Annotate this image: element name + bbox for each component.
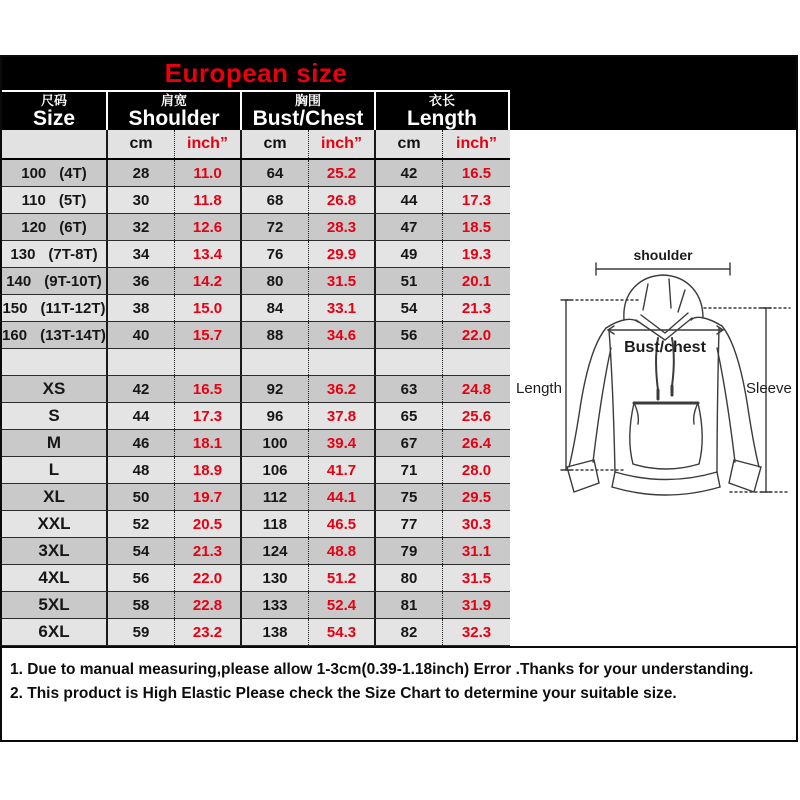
cell-inch-value: 18.5 xyxy=(461,218,492,236)
cell-cm-value: 56 xyxy=(108,565,175,591)
cell-inch-value: 41.7 xyxy=(309,457,376,483)
cell-size: XXL xyxy=(2,511,108,537)
cell-cm-value: 50 xyxy=(108,484,175,510)
cell-inch-value: 30.3 xyxy=(461,515,492,533)
header-size xyxy=(2,92,108,130)
cell-inch-value: 39.4 xyxy=(309,430,376,456)
cell-cm-value: 32 xyxy=(108,214,175,240)
cell-cm-value: 80 xyxy=(242,268,309,294)
cell-cm-value: 130 xyxy=(242,565,309,591)
cell-inch-value: 26.4 xyxy=(461,434,492,452)
cell-size: S xyxy=(2,403,108,429)
cell-inch-value: 17.3 xyxy=(461,191,492,209)
cell-cm-value: 75 xyxy=(376,484,443,510)
cell-inch-value: 31.5 xyxy=(309,268,376,294)
cell-size: 150 (11T-12T) xyxy=(2,295,108,321)
cell-size: 130 (7T-8T) xyxy=(2,241,108,267)
header-band xyxy=(2,57,796,130)
cell-cm-value: 67 xyxy=(376,430,443,456)
cell-cm-value: 63 xyxy=(376,376,443,402)
cell-cm-value: 106 xyxy=(242,457,309,483)
header-bust-en: Bust/Chest xyxy=(252,106,364,130)
cell-cm-value: 38 xyxy=(108,295,175,321)
cell-cm-value: 92 xyxy=(242,376,309,402)
cell-inch-value: 51.2 xyxy=(309,565,376,591)
cell-cm-value: 68 xyxy=(242,187,309,213)
table-header-row xyxy=(2,90,510,130)
cell-size: 6XL xyxy=(2,619,108,645)
cell-inch-value: 23.2 xyxy=(175,619,242,645)
cell-cm-value: 34 xyxy=(108,241,175,267)
cell-inch-value: 32.3 xyxy=(461,623,492,641)
cell-cm-value: 54 xyxy=(376,295,443,321)
table-row xyxy=(2,538,510,565)
header-bust-zh: 胸围 xyxy=(294,92,321,108)
cell-cm-value: 124 xyxy=(242,538,309,564)
cell-cm-value: 30 xyxy=(108,187,175,213)
cell-cm-value: 72 xyxy=(242,214,309,240)
cell-size: 140 (9T-10T) xyxy=(2,268,108,294)
cell-cm-value: 112 xyxy=(242,484,309,510)
cell-inch-value: 11.0 xyxy=(175,160,242,186)
table-row xyxy=(2,565,510,592)
cell-inch-value: 19.3 xyxy=(461,245,492,263)
note-measuring: 1. Due to manual measuring,please allow 1-3cm(0.39-1.18inch) Error .Thanks for your understanding. xyxy=(10,661,754,678)
cell-size: 160 (13T-14T) xyxy=(2,322,108,348)
diagram-sleeve-label: Sleeve xyxy=(746,380,792,397)
cell-inch-value: 37.8 xyxy=(309,403,376,429)
table-row xyxy=(2,511,510,538)
cell-inch-value: 18.9 xyxy=(175,457,242,483)
cell-cm-value: 52 xyxy=(108,511,175,537)
header-shoulder xyxy=(108,92,242,130)
notes-section xyxy=(2,646,796,740)
table-row xyxy=(2,619,510,646)
cell-inch-value xyxy=(309,349,376,375)
page-title: European size xyxy=(164,58,348,88)
table-row xyxy=(2,295,510,322)
cell-inch-value: 16.5 xyxy=(461,164,492,182)
cell-cm-value: 82 xyxy=(376,619,443,645)
cell-cm-value: 56 xyxy=(376,322,443,348)
cell-inch-value: 20.5 xyxy=(175,511,242,537)
cell-cm-value: 54 xyxy=(108,538,175,564)
cell-inch-value: 21.3 xyxy=(175,538,242,564)
header-shoulder-en: Shoulder xyxy=(128,106,220,130)
cell-inch-value: 14.2 xyxy=(175,268,242,294)
cell-cm-value: 64 xyxy=(242,160,309,186)
header-size-en: Size xyxy=(32,106,76,130)
size-chart-panel xyxy=(0,55,798,742)
cell-cm-value: 47 xyxy=(376,214,443,240)
cell-cm-value: 80 xyxy=(376,565,443,591)
units-bust-inch: inch” xyxy=(309,130,376,158)
units-shoulder-inch: inch” xyxy=(175,130,242,158)
hoodie-line-drawing xyxy=(508,240,798,550)
cell-inch-value xyxy=(443,349,510,375)
cell-cm-value: 100 xyxy=(242,430,309,456)
cell-size: M xyxy=(2,430,108,456)
cell-inch-value: 13.4 xyxy=(175,241,242,267)
header-size-zh: 尺码 xyxy=(40,92,67,108)
cell-size: XL xyxy=(2,484,108,510)
cell-cm-value: 51 xyxy=(376,268,443,294)
table-row xyxy=(2,268,510,295)
cell-size: 120 (6T) xyxy=(2,214,108,240)
cell-cm-value xyxy=(108,349,175,375)
cell-cm-value: 77 xyxy=(376,511,443,537)
cell-inch-value: 54.3 xyxy=(309,619,376,645)
cell-inch-value: 29.9 xyxy=(309,241,376,267)
note-elastic: 2. This product is High Elastic Please check the Size Chart to determine your suitable size. xyxy=(10,685,677,702)
cell-inch-value: 22.0 xyxy=(175,565,242,591)
units-length-inch: inch” xyxy=(456,135,497,152)
cell-inch-value: 15.0 xyxy=(175,295,242,321)
cell-cm-value: 79 xyxy=(376,538,443,564)
cell-size: 100 (4T) xyxy=(2,160,108,186)
cell-cm-value: 28 xyxy=(108,160,175,186)
cell-size: L xyxy=(2,457,108,483)
cell-cm-value: 59 xyxy=(108,619,175,645)
cell-cm-value: 71 xyxy=(376,457,443,483)
cell-inch-value: 36.2 xyxy=(309,376,376,402)
cell-inch-value: 15.7 xyxy=(175,322,242,348)
cell-size: 5XL xyxy=(2,592,108,618)
cell-cm-value: 58 xyxy=(108,592,175,618)
table-row xyxy=(2,241,510,268)
cell-inch-value: 52.4 xyxy=(309,592,376,618)
cell-inch-value: 16.5 xyxy=(175,376,242,402)
cell-cm-value: 36 xyxy=(108,268,175,294)
cell-size: 3XL xyxy=(2,538,108,564)
table-row xyxy=(2,322,510,349)
header-length xyxy=(376,92,510,130)
cell-inch-value: 31.9 xyxy=(461,596,492,614)
units-shoulder-cm: cm xyxy=(108,130,175,158)
cell-size xyxy=(2,349,108,375)
cell-inch-value: 22.8 xyxy=(175,592,242,618)
header-length-zh: 衣长 xyxy=(428,92,455,108)
cell-inch-value: 25.2 xyxy=(309,160,376,186)
cell-inch-value: 18.1 xyxy=(175,430,242,456)
table-row xyxy=(2,403,510,430)
units-row xyxy=(2,130,510,160)
header-length-en: Length xyxy=(407,106,477,130)
cell-inch-value: 21.3 xyxy=(461,299,492,317)
cell-inch-value: 17.3 xyxy=(175,403,242,429)
header-shoulder-zh: 肩宽 xyxy=(160,92,187,108)
diagram-shoulder-label: shoulder xyxy=(633,247,693,263)
cell-inch-value: 48.8 xyxy=(309,538,376,564)
cell-inch-value: 33.1 xyxy=(309,295,376,321)
units-bust-cm: cm xyxy=(242,130,309,158)
cell-cm-value: 44 xyxy=(108,403,175,429)
cell-inch-value: 46.5 xyxy=(309,511,376,537)
header-bust xyxy=(242,92,376,130)
cell-cm-value: 96 xyxy=(242,403,309,429)
cell-inch-value: 31.1 xyxy=(461,542,492,560)
units-length-cm: cm xyxy=(376,130,443,158)
units-size-cell xyxy=(2,130,108,158)
table-row xyxy=(2,457,510,484)
cell-size: 4XL xyxy=(2,565,108,591)
table-row xyxy=(2,160,510,187)
cell-cm-value: 133 xyxy=(242,592,309,618)
cell-cm-value: 40 xyxy=(108,322,175,348)
cell-cm-value xyxy=(242,349,309,375)
diagram-length-label: Length xyxy=(516,380,562,397)
cell-cm-value: 44 xyxy=(376,187,443,213)
table-row xyxy=(2,484,510,511)
cell-inch-value: 24.8 xyxy=(461,380,492,398)
cell-cm-value xyxy=(376,349,443,375)
cell-size: 110 (5T) xyxy=(2,187,108,213)
cell-inch-value: 34.6 xyxy=(309,322,376,348)
cell-inch-value: 44.1 xyxy=(309,484,376,510)
table-row xyxy=(2,376,510,403)
cell-inch-value: 12.6 xyxy=(175,214,242,240)
cell-inch-value xyxy=(175,349,242,375)
cell-cm-value: 88 xyxy=(242,322,309,348)
diagram-bust-label: Bust/chest xyxy=(624,339,706,356)
cell-cm-value: 46 xyxy=(108,430,175,456)
cell-cm-value: 48 xyxy=(108,457,175,483)
cell-cm-value: 138 xyxy=(242,619,309,645)
cell-inch-value: 11.8 xyxy=(175,187,242,213)
cell-inch-value: 22.0 xyxy=(461,326,492,344)
cell-cm-value: 84 xyxy=(242,295,309,321)
cell-cm-value: 49 xyxy=(376,241,443,267)
cell-inch-value: 20.1 xyxy=(461,272,492,290)
cell-cm-value: 118 xyxy=(242,511,309,537)
cell-cm-value: 81 xyxy=(376,592,443,618)
cell-size: XS xyxy=(2,376,108,402)
cell-cm-value: 42 xyxy=(376,160,443,186)
cell-inch-value: 28.0 xyxy=(461,461,492,479)
size-table-body xyxy=(2,160,510,646)
table-row xyxy=(2,214,510,241)
cell-inch-value: 28.3 xyxy=(309,214,376,240)
cell-cm-value: 65 xyxy=(376,403,443,429)
cell-inch-value: 25.6 xyxy=(461,407,492,425)
cell-inch-value: 29.5 xyxy=(461,488,492,506)
cell-cm-value: 76 xyxy=(242,241,309,267)
table-row xyxy=(2,430,510,457)
hoodie-measure-diagram xyxy=(508,240,798,550)
cell-inch-value: 26.8 xyxy=(309,187,376,213)
cell-inch-value: 31.5 xyxy=(461,569,492,587)
cell-inch-value: 19.7 xyxy=(175,484,242,510)
spacer-row xyxy=(2,349,510,376)
table-row xyxy=(2,592,510,619)
table-row xyxy=(2,187,510,214)
cell-cm-value: 42 xyxy=(108,376,175,402)
